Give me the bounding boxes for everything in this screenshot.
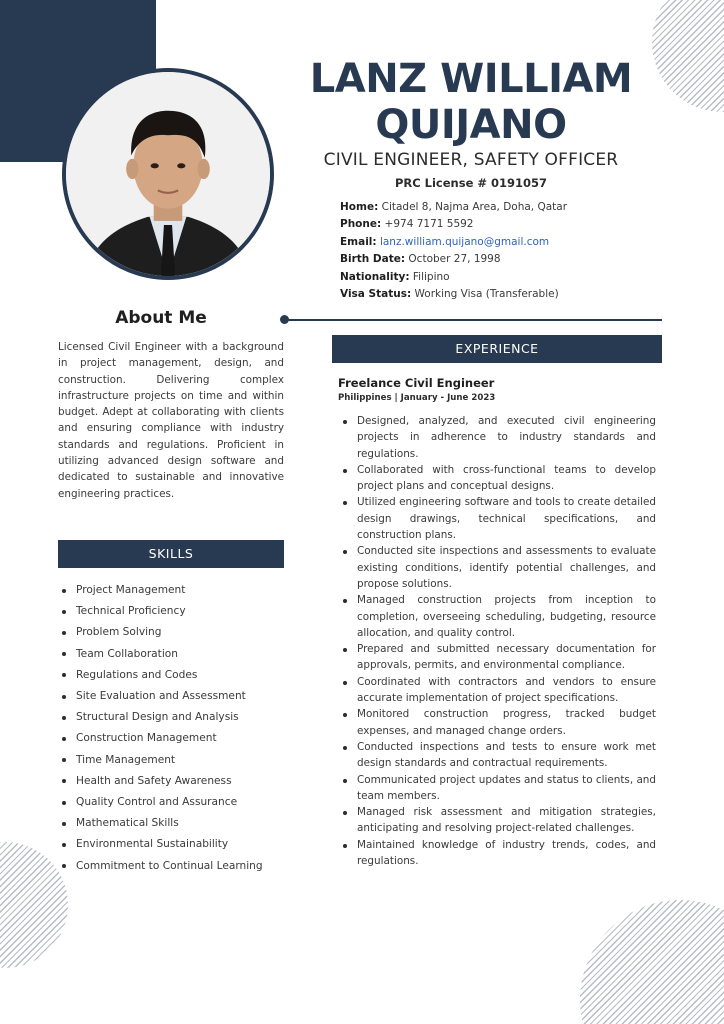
experience-bullet: Managed construction projects from inception to completion, overseeing scheduling, budgeting, resource allocation, and quality control. — [338, 592, 656, 641]
contact-visa-status — [340, 286, 640, 303]
section-divider-line — [286, 319, 662, 321]
contact-label: Phone: — [340, 218, 382, 231]
contact-value: Citadel 8, Najma Area, Doha, Qatar — [381, 201, 568, 213]
striped-circle-decoration-bottom — [580, 900, 724, 1024]
license-number: PRC License # 0191057 — [394, 176, 548, 190]
experience-bullet: Coordinated with contractors and vendors to ensure accurate implementation of project specifications. — [338, 674, 656, 707]
experience-location-dates: Philippines | January - June 2023 — [338, 393, 496, 403]
skill-item: Site Evaluation and Assessment — [58, 686, 284, 707]
skill-item: Environmental Sustainability — [58, 834, 284, 855]
skill-item: Mathematical Skills — [58, 813, 284, 834]
about-heading: About Me — [115, 308, 207, 328]
skills-list — [58, 580, 284, 877]
experience-bullet: Designed, analyzed, and executed civil engineering projects in adherence to industry standards and regulations. — [338, 413, 656, 462]
experience-bullet: Utilized engineering software and tools to create detailed design drawings, technical specifications, and construction plans. — [338, 494, 656, 543]
about-text: Licensed Civil Engineer with a background in project management, design, and construction. Delivering complex infrastructure projects on time and within budget. Adept at collaborating with clients and ensuring compliance with industry standards and regulations. Proficient in utilizing advanced design software and dedicated to sustainable and innovative engineering practices. — [58, 341, 284, 500]
contact-home — [340, 199, 640, 216]
skill-item: Regulations and Codes — [58, 665, 284, 686]
profile-photo-illustration — [66, 72, 270, 276]
skill-item: Quality Control and Assurance — [58, 792, 284, 813]
experience-bullet: Maintained knowledge of industry trends, codes, and regulations. — [338, 837, 656, 870]
experience-bullets — [338, 413, 656, 869]
job-title: CIVIL ENGINEER, SAFETY OFFICER — [323, 150, 619, 170]
skill-item: Project Management — [58, 580, 284, 601]
contact-label: Home: — [340, 201, 379, 213]
contact-value: +974 7171 5592 — [384, 218, 474, 231]
contact-birth-date — [340, 251, 640, 268]
contact-label: Nationality: — [340, 270, 410, 283]
skill-item: Time Management — [58, 750, 284, 771]
full-name: LANZ WILLIAM QUIJANO — [309, 56, 633, 148]
contact-label: Visa Status: — [340, 288, 412, 301]
experience-bullet: Conducted inspections and tests to ensure work met design standards and contractual requirements. — [338, 739, 656, 772]
contact-value: Filipino — [412, 270, 450, 283]
contact-phone — [340, 216, 640, 233]
contact-nationality — [340, 269, 640, 286]
striped-circle-decoration-top — [652, 0, 724, 112]
experience-bullet: Monitored construction progress, tracked budget expenses, and managed change orders. — [338, 706, 656, 739]
skill-item: Commitment to Continual Learning — [58, 856, 284, 877]
contact-label: Birth Date: — [340, 253, 406, 266]
experience-bullet: Conducted site inspections and assessments to evaluate existing conditions, identify potential challenges, and propose solutions. — [338, 543, 656, 592]
contact-value: October 27, 1998 — [408, 253, 501, 266]
contact-details — [340, 199, 640, 303]
contact-email — [340, 234, 640, 251]
skill-item: Health and Safety Awareness — [58, 771, 284, 792]
experience-role: Freelance Civil Engineer — [338, 376, 495, 390]
contact-label: Email: — [340, 235, 377, 248]
skill-item: Team Collaboration — [58, 644, 284, 665]
profile-photo — [62, 68, 274, 280]
skill-item: Problem Solving — [58, 622, 284, 643]
experience-bullet: Managed risk assessment and mitigation strategies, anticipating and resolving project-related challenges. — [338, 804, 656, 837]
skill-item: Structural Design and Analysis — [58, 707, 284, 728]
skill-item: Technical Proficiency — [58, 601, 284, 622]
section-divider-dot — [280, 315, 289, 324]
experience-bullet: Collaborated with cross-functional teams to develop project plans and conceptual designs. — [338, 462, 656, 495]
email-link[interactable]: lanz.william.quijano@gmail.com — [379, 235, 550, 248]
experience-heading: EXPERIENCE — [332, 335, 662, 363]
skill-item: Construction Management — [58, 728, 284, 749]
contact-value: Working Visa (Transferable) — [414, 288, 559, 301]
skills-heading: SKILLS — [58, 540, 284, 568]
experience-bullet: Prepared and submitted necessary documentation for approvals, permits, and environmental compliance. — [338, 641, 656, 674]
experience-bullet: Communicated project updates and status to clients, and team members. — [338, 772, 656, 805]
